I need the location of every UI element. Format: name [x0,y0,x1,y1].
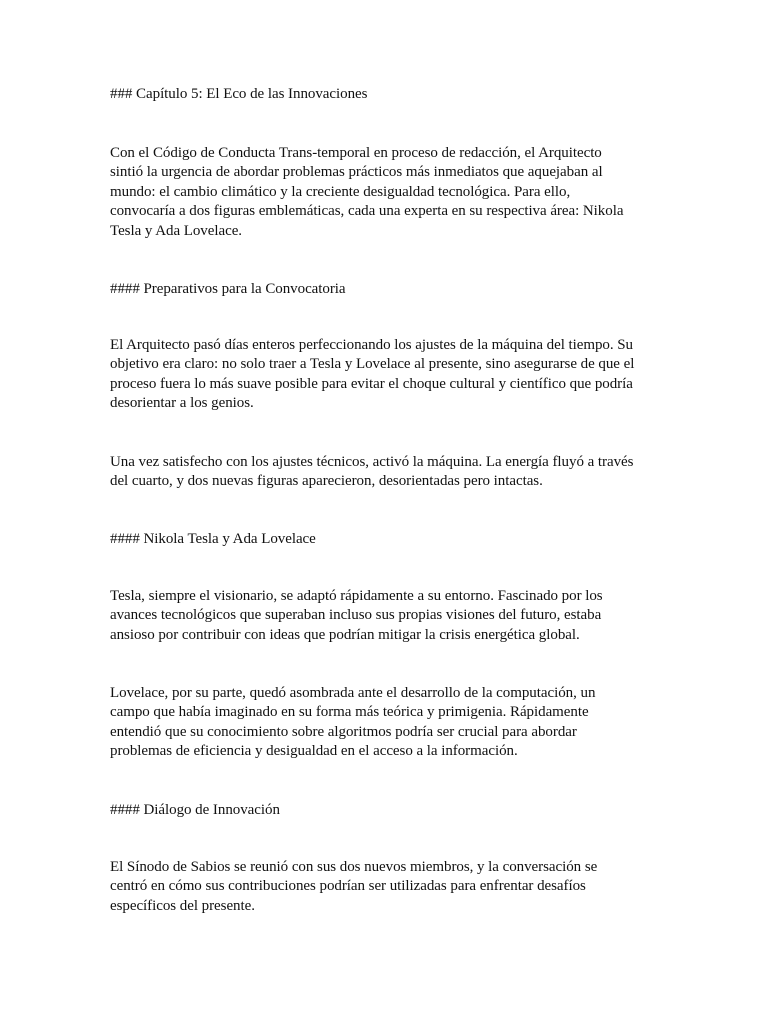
section-heading-tesla-lovelace [110,530,660,549]
paragraph-4-line: Tesla, siempre el visionario, se adaptó rápidamente a su entorno. Fascinado por los [110,588,603,604]
chapter-heading [110,85,660,104]
paragraph-5-line: campo que había imaginado en su forma más teórica y primigenia. Rápidamente [110,704,589,721]
paragraph-2-line: desorientar a los genios. [110,395,254,412]
section-heading-text: #### Nikola Tesla y Ada Lovelace [110,531,316,547]
section-heading-text: #### Diálogo de Innovación [110,802,280,818]
paragraph-3-line: del cuarto, y dos nuevas figuras aparecieron, desorientadas pero intactas. [110,473,543,490]
paragraph-4-line: ansioso por contribuir con ideas que podrían mitigar la crisis energética global. [110,626,580,643]
paragraph-5-line: Lovelace, por su parte, quedó asombrada ante el desarrollo de la computación, un [110,685,596,701]
paragraph-1-line: Tesla y Ada Lovelace. [110,222,243,239]
paragraph-1-line: Con el Código de Conducta Trans-temporal en proceso de redacción, el Arquitecto [110,145,602,161]
paragraph-2 [110,336,660,414]
paragraph-3-line: Una vez satisfecho con los ajustes técnicos, activó la máquina. La energía fluyó a través [110,454,634,470]
section-heading-dialogo [110,801,660,820]
paragraph-4-line: avances tecnológicos que superaban incluso sus propias visiones del futuro, estaba [110,607,602,624]
paragraph-5-line: problemas de eficiencia y desigualdad en el acceso a la información. [110,743,518,760]
section-heading-text: #### Preparativos para la Convocatoria [110,281,346,297]
paragraph-1-line: mundo: el cambio climático y la creciente desigualdad tecnológica. Para ello, [110,183,571,200]
paragraph-5 [110,684,660,762]
chapter-heading-text: ### Capítulo 5: El Eco de las Innovaciones [110,86,368,102]
paragraph-3 [110,453,660,492]
paragraph-1-line: convocaría a dos figuras emblemáticas, cada una experta en su respectiva área: Nikola [110,203,624,220]
paragraph-1 [110,144,660,241]
paragraph-1-line: sintió la urgencia de abordar problemas prácticos más inmediatos que aquejaban al [110,164,603,181]
paragraph-6-line: específicos del presente. [110,897,255,914]
paragraph-2-line: El Arquitecto pasó días enteros perfeccionando los ajustes de la máquina del tiempo. Su [110,337,634,353]
paragraph-6-line: El Sínodo de Sabios se reunió con sus dos nuevos miembros, y la conversación se [110,859,598,875]
paragraph-6 [110,858,660,916]
paragraph-5-line: entendió que su conocimiento sobre algoritmos podría ser crucial para abordar [110,723,577,740]
paragraph-2-line: proceso fuera lo más suave posible para evitar el choque cultural y científico que podría [110,375,633,392]
paragraph-4 [110,587,660,645]
paragraph-2-line: objetivo era claro: no solo traer a Tesla y Lovelace al presente, sino asegurarse de que el [110,356,635,373]
paragraph-6-line: centró en cómo sus contribuciones podrían ser utilizadas para enfrentar desafíos [110,878,586,895]
section-heading-preparativos [110,280,660,299]
